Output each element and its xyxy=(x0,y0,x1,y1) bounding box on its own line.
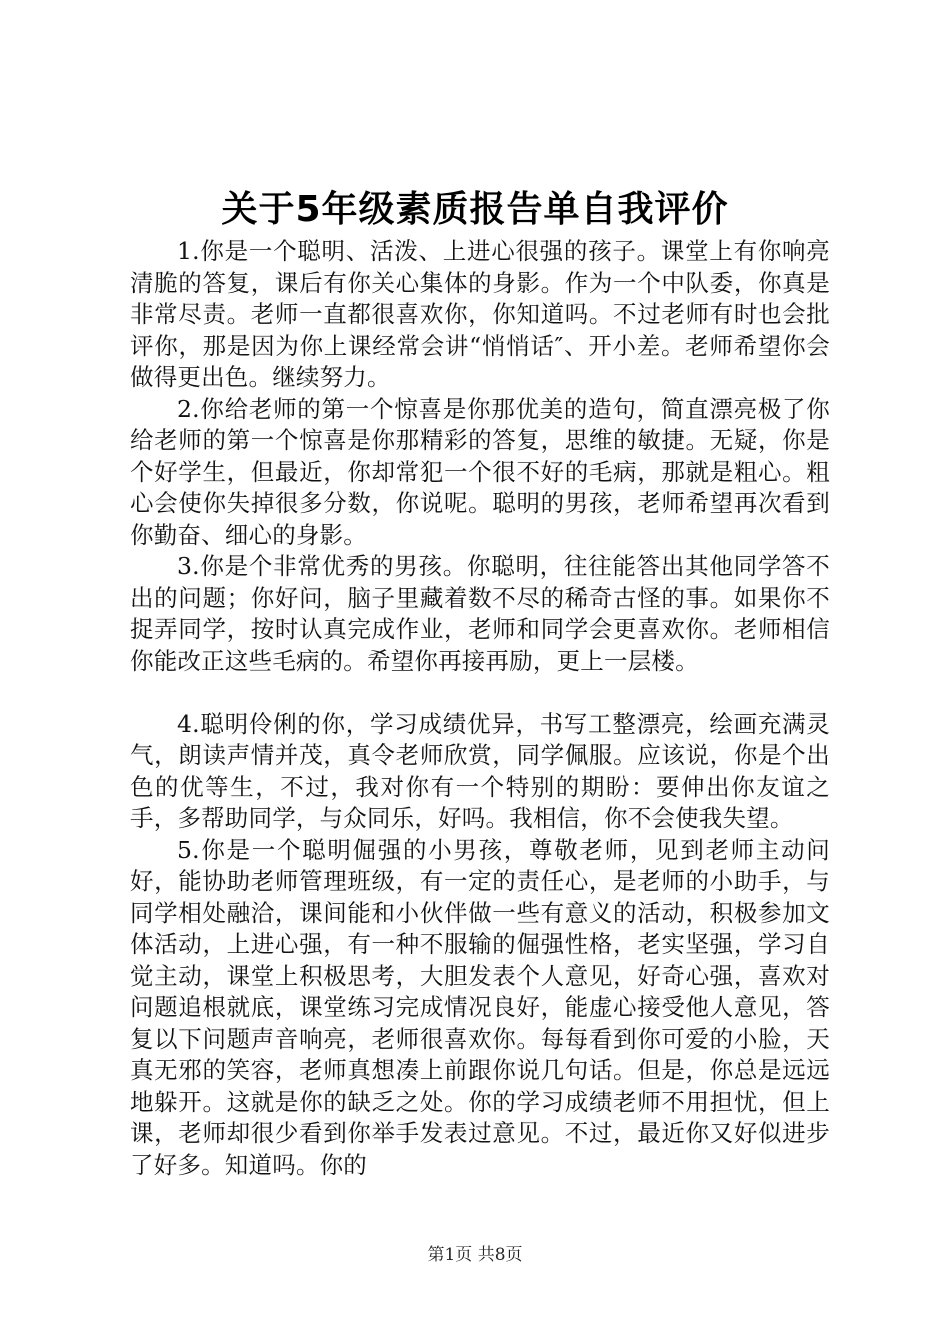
paragraph-1: 1.你是一个聪明、活泼、上进心很强的孩子。课堂上有你响亮清脆的答复，课后有你关心集体的身影。作为一个中队委，你真是非常尽责。老师一直都很喜欢你，你知道吗。不过老师有时也会批评你，那是因为你上课经常会讲“悄悄话″、开小差。老师希望你会做得更出色。继续努力。 xyxy=(130,237,830,391)
document-body xyxy=(130,236,830,1181)
paragraph-3: 3.你是个非常优秀的男孩。你聪明，往往能答出其他同学答不出的问题；你好问，脑子里藏着数不尽的稀奇古怪的事。如果你不捉弄同学，按时认真完成作业，老师和同学会更喜欢你。老师相信你能改正这些毛病的。希望你再接再励，更上一层楼。 xyxy=(130,552,830,675)
paragraph-2: 2.你给老师的第一个惊喜是你那优美的造句，简直漂亮极了你给老师的第一个惊喜是你那精彩的答复，思维的敏捷。无疑，你是个好学生，但最近，你却常犯一个很不好的毛病，那就是粗心。粗心会使你失掉很多分数，你说呢。聪明的男孩，老师希望再次看到你勤奋、细心的身影。 xyxy=(130,394,830,549)
paragraph-4: 4.聪明伶俐的你，学习成绩优异，书写工整漂亮，绘画充满灵气，朗读声情并茂，真令老师欣赏，同学佩服。应该说，你是个出色的优等生，不过，我对你有一个特别的期盼：要伸出你友谊之手，多帮助同学，与众同乐，好吗。我相信，你不会使我失望。 xyxy=(130,709,830,832)
paragraph-5: 5.你是一个聪明倔强的小男孩，尊敬老师，见到老师主动问好，能协助老师管理班级，有一定的责任心，是老师的小助手，与同学相处融洽，课间能和小伙伴做一些有意义的活动，积极参加文体活动，上进心强，有一种不服输的倔强性格，老实坚强，学习自觉主动，课堂上积极思考，大胆发表个人意见，好奇心强，喜欢对问题追根就底，课堂练习完成情况良好，能虚心接受他人意见，答复以下问题声音响亮，老师很喜欢你。每每看到你可爱的小脸，天真无邪的笑容，老师真想凑上前跟你说几句话。但是，你总是远远地躲开。这就是你的缺乏之处。你的学习成绩老师不用担忧，但上课，老师却很少看到你举手发表过意见。不过，最近你又好似进步了好多。知道吗。你的 xyxy=(130,835,830,1179)
page-number-footer: 第1页 共8页 xyxy=(427,1245,523,1265)
paragraph-spacer xyxy=(130,677,830,709)
document-title: 关于5年级素质报告单自我评价 xyxy=(221,189,729,230)
